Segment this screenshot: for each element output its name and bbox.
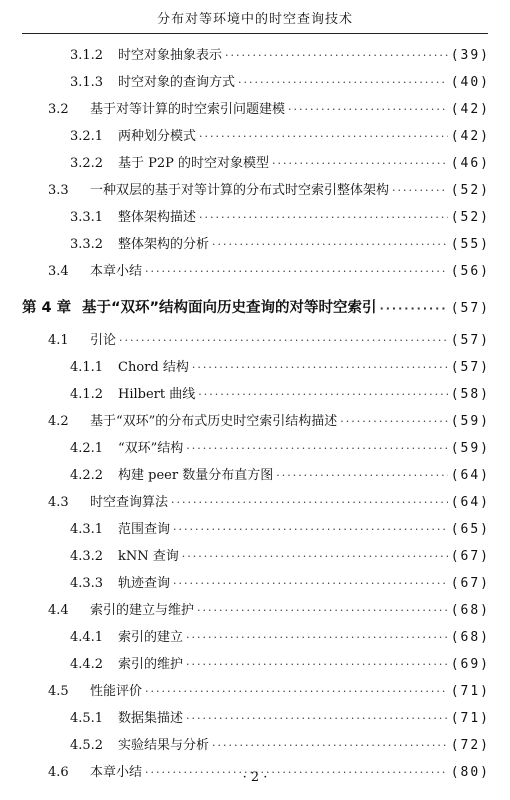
- section-title: “双环”结构: [118, 441, 184, 456]
- section-title: 构建 peer 数量分布直方图: [118, 468, 274, 483]
- page-ref: (52): [450, 210, 490, 225]
- page-ref: (58): [450, 387, 490, 402]
- toc-entry[interactable]: [48, 680, 490, 704]
- toc-entry[interactable]: [48, 491, 490, 515]
- header-rule: [22, 33, 488, 34]
- section-title: 数据集描述: [118, 711, 184, 726]
- section-title: 轨迹查询: [118, 576, 171, 591]
- page-ref: (55): [450, 237, 490, 252]
- section-number: 3.2: [48, 102, 69, 117]
- section-title: 本章小结: [90, 264, 143, 279]
- leader-dots: [212, 734, 448, 758]
- section-title: Hilbert 曲线: [118, 387, 196, 402]
- leader-dots: [119, 329, 448, 353]
- toc-entry[interactable]: [70, 464, 490, 488]
- leader-dots: [186, 626, 448, 650]
- leader-dots: [145, 260, 448, 284]
- section-title: 索引的建立: [118, 630, 184, 645]
- leader-dots: [186, 437, 447, 461]
- page-ref: (57): [450, 360, 490, 375]
- toc-entry[interactable]: [48, 98, 490, 122]
- page-ref: (64): [450, 468, 490, 483]
- section-number: 3.1.3: [70, 75, 104, 90]
- page-ref: (57): [450, 301, 490, 316]
- section-title: 整体架构描述: [118, 210, 197, 225]
- page-ref: (64): [450, 495, 490, 510]
- toc-entry[interactable]: [70, 152, 490, 176]
- toc-entry[interactable]: [70, 233, 490, 257]
- section-number: 4.3.3: [70, 576, 104, 591]
- toc-entry[interactable]: [48, 179, 490, 203]
- leader-dots: [288, 98, 448, 122]
- leader-dots: [186, 707, 448, 731]
- section-number: 4.4.2: [70, 657, 104, 672]
- section-title: kNN 查询: [118, 549, 179, 564]
- leader-dots: [182, 545, 448, 569]
- toc-entry[interactable]: [70, 383, 490, 407]
- section-title: 整体架构的分析: [118, 237, 210, 252]
- leader-dots: [173, 572, 448, 596]
- section-number: 4.5.2: [70, 738, 104, 753]
- page-ref: (59): [450, 441, 490, 456]
- page-ref: (67): [450, 576, 490, 591]
- leader-dots: [238, 71, 448, 95]
- leader-dots: [225, 44, 448, 68]
- toc-entry[interactable]: [70, 125, 490, 149]
- section-title: 基于对等计算的时空索引问题建模: [90, 102, 286, 117]
- leader-dots: [199, 125, 448, 149]
- page-ref: (71): [450, 711, 490, 726]
- toc-entry[interactable]: [70, 626, 490, 650]
- toc-entry[interactable]: [48, 329, 490, 353]
- section-number: 4.6: [48, 765, 69, 780]
- leader-dots: [392, 179, 448, 203]
- section-title: 时空对象抽象表示: [118, 48, 223, 63]
- section-title: 时空查询算法: [90, 495, 169, 510]
- section-title: 实验结果与分析: [118, 738, 210, 753]
- page-number: · 2 ·: [242, 770, 268, 785]
- leader-dots: [199, 206, 448, 230]
- page-ref: (65): [450, 522, 490, 537]
- leader-dots: [380, 295, 448, 323]
- page-ref: (71): [450, 684, 490, 699]
- section-number: 4.1.2: [70, 387, 104, 402]
- toc-entry[interactable]: [70, 71, 490, 95]
- toc-entry[interactable]: [70, 206, 490, 230]
- section-number: 4.1: [48, 333, 69, 348]
- page-ref: (59): [450, 414, 490, 429]
- section-number: 4.3: [48, 495, 69, 510]
- toc-entry[interactable]: [70, 44, 490, 68]
- page-ref: (40): [450, 75, 490, 90]
- section-title: 范围查询: [118, 522, 171, 537]
- leader-dots: [212, 233, 448, 257]
- toc-entry[interactable]: [70, 734, 490, 758]
- section-number: 4.3.1: [70, 522, 104, 537]
- chapter-title: 基于“双环”结构面向历史查询的对等时空索引: [82, 300, 377, 316]
- toc-entry[interactable]: [70, 356, 490, 380]
- page-ref: (39): [450, 48, 490, 63]
- toc-entry[interactable]: [70, 653, 490, 677]
- section-number: 4.3.2: [70, 549, 104, 564]
- toc-entry[interactable]: [70, 572, 490, 596]
- section-number: 3.1.2: [70, 48, 104, 63]
- leader-dots: [340, 410, 447, 434]
- leader-dots: [173, 518, 448, 542]
- page-ref: (56): [450, 264, 490, 279]
- page-ref: (67): [450, 549, 490, 564]
- section-number: 4.2.2: [70, 468, 104, 483]
- section-title: 一种双层的基于对等计算的分布式时空索引整体架构: [90, 183, 390, 198]
- section-number: 3.3: [48, 183, 69, 198]
- section-number: 4.5: [48, 684, 69, 699]
- section-number: 3.3.1: [70, 210, 104, 225]
- section-title: 时空对象的查询方式: [118, 75, 236, 90]
- toc-entry[interactable]: [70, 518, 490, 542]
- chapter-number: 第 4 章: [22, 300, 72, 316]
- toc-entry[interactable]: [70, 545, 490, 569]
- section-number: 3.2.2: [70, 156, 104, 171]
- section-title: 性能评价: [90, 684, 143, 699]
- section-title: 基于 P2P 的时空对象模型: [118, 156, 270, 171]
- section-title: 基于“双环”的分布式历史时空索引结构描述: [90, 414, 338, 429]
- page-ref: (57): [450, 333, 490, 348]
- leader-dots: [276, 464, 447, 488]
- leader-dots: [197, 599, 448, 623]
- section-number: 4.1.1: [70, 360, 104, 375]
- section-number: 3.2.1: [70, 129, 104, 144]
- section-number: 4.4.1: [70, 630, 104, 645]
- toc-entry[interactable]: [48, 599, 490, 623]
- section-title: 两种划分模式: [118, 129, 197, 144]
- leader-dots: [198, 383, 447, 407]
- page-ref: (52): [450, 183, 490, 198]
- toc-entry[interactable]: [70, 437, 490, 461]
- page-ref: (69): [450, 657, 490, 672]
- section-title: 索引的建立与维护: [90, 603, 195, 618]
- toc-entry[interactable]: [48, 410, 490, 434]
- page-ref: (42): [450, 102, 490, 117]
- page-ref: (42): [450, 129, 490, 144]
- toc-entry[interactable]: [70, 707, 490, 731]
- section-number: 3.3.2: [70, 237, 104, 252]
- section-number: 4.2: [48, 414, 69, 429]
- section-number: 4.5.1: [70, 711, 104, 726]
- section-number: 4.4: [48, 603, 69, 618]
- page-ref: (80): [450, 765, 490, 780]
- leader-dots: [192, 356, 448, 380]
- section-title: Chord 结构: [118, 360, 189, 375]
- running-header: 分布对等环境中的时空查询技术: [156, 12, 353, 27]
- page-ref: (68): [450, 630, 490, 645]
- leader-dots: [171, 491, 448, 515]
- page-ref: (68): [450, 603, 490, 618]
- page-ref: (72): [450, 738, 490, 753]
- leader-dots: [145, 680, 448, 704]
- section-number: 4.2.1: [70, 441, 104, 456]
- section-title: 索引的维护: [118, 657, 184, 672]
- section-title: 本章小结: [90, 765, 143, 780]
- toc-chapter-entry[interactable]: [22, 294, 490, 322]
- section-number: 3.4: [48, 264, 69, 279]
- leader-dots: [186, 653, 448, 677]
- leader-dots: [272, 152, 448, 176]
- page-ref: (46): [450, 156, 490, 171]
- toc-entry[interactable]: [48, 260, 490, 284]
- section-title: 引论: [90, 333, 117, 348]
